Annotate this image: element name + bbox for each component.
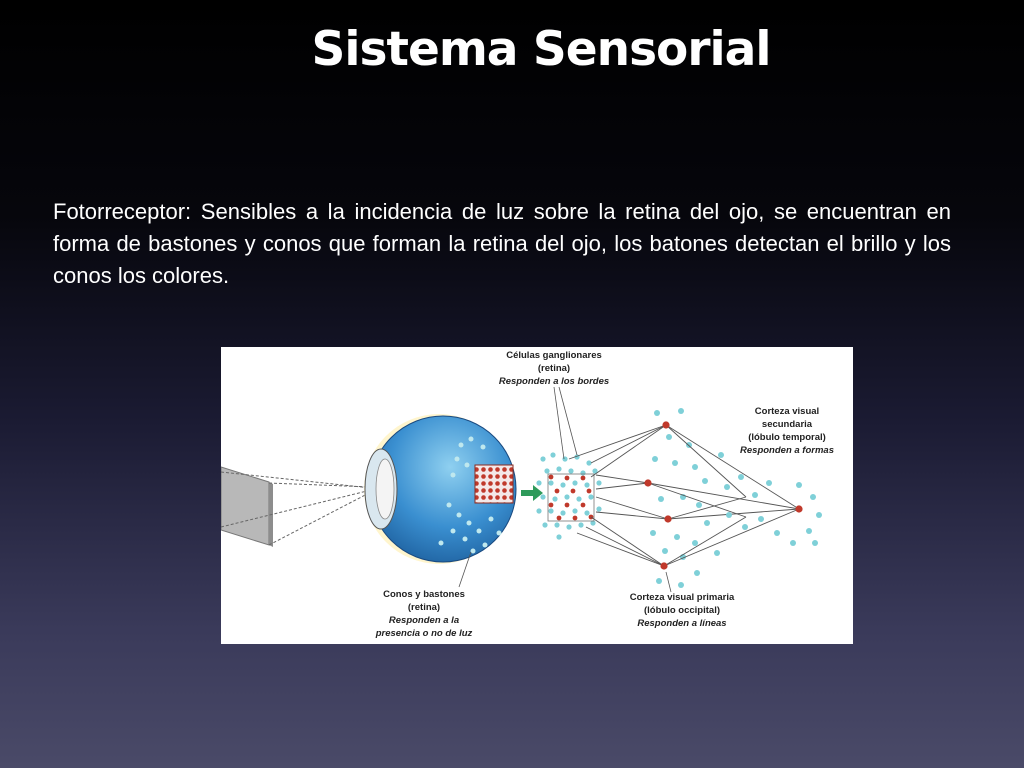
diagram-svg: [221, 347, 853, 644]
ganglion-label-2: (retina): [537, 363, 571, 374]
viewed-object: [221, 467, 273, 547]
cones-label-4: presencia o no de luz: [375, 628, 473, 639]
neuron-nodes: [644, 421, 802, 569]
secondary-label-1: Corteza visual: [754, 406, 820, 417]
connections-primary: [569, 425, 668, 566]
slide-title: Sistema Sensorial: [311, 22, 771, 77]
primary-label-3: Responden a líneas: [637, 618, 727, 629]
cones-label-3: Responden a la: [388, 615, 460, 626]
secondary-label-2: secundaria: [761, 419, 813, 430]
primary-label-1: Corteza visual primaria: [629, 592, 735, 603]
flow-arrow: [521, 485, 543, 501]
visual-pathway-diagram: [221, 347, 853, 644]
body-paragraph: Fotorreceptor: Sensibles a la incidencia de luz sobre la retina del ojo, se encuentran en forma de bastones y conos que forman la retina del ojo, los batones detectan el brillo y los conos los colores.: [53, 199, 951, 288]
cones-label-1: Conos y bastones: [383, 589, 465, 600]
secondary-label-3: (lóbulo temporal): [748, 432, 826, 443]
cones-label-2: (retina): [407, 602, 441, 613]
ganglion-label-1: Células ganglionares: [506, 350, 602, 361]
retina-patch: [475, 465, 513, 503]
secondary-label-4: Responden a formas: [740, 445, 834, 456]
secondary-cortex-cells: [724, 474, 822, 546]
ganglion-label-3: Responden a los bordes: [498, 376, 610, 387]
primary-cortex-cells: [650, 408, 724, 588]
ganglion-cell-cluster: [536, 452, 601, 539]
primary-label-2: (lóbulo occipital): [644, 605, 720, 616]
